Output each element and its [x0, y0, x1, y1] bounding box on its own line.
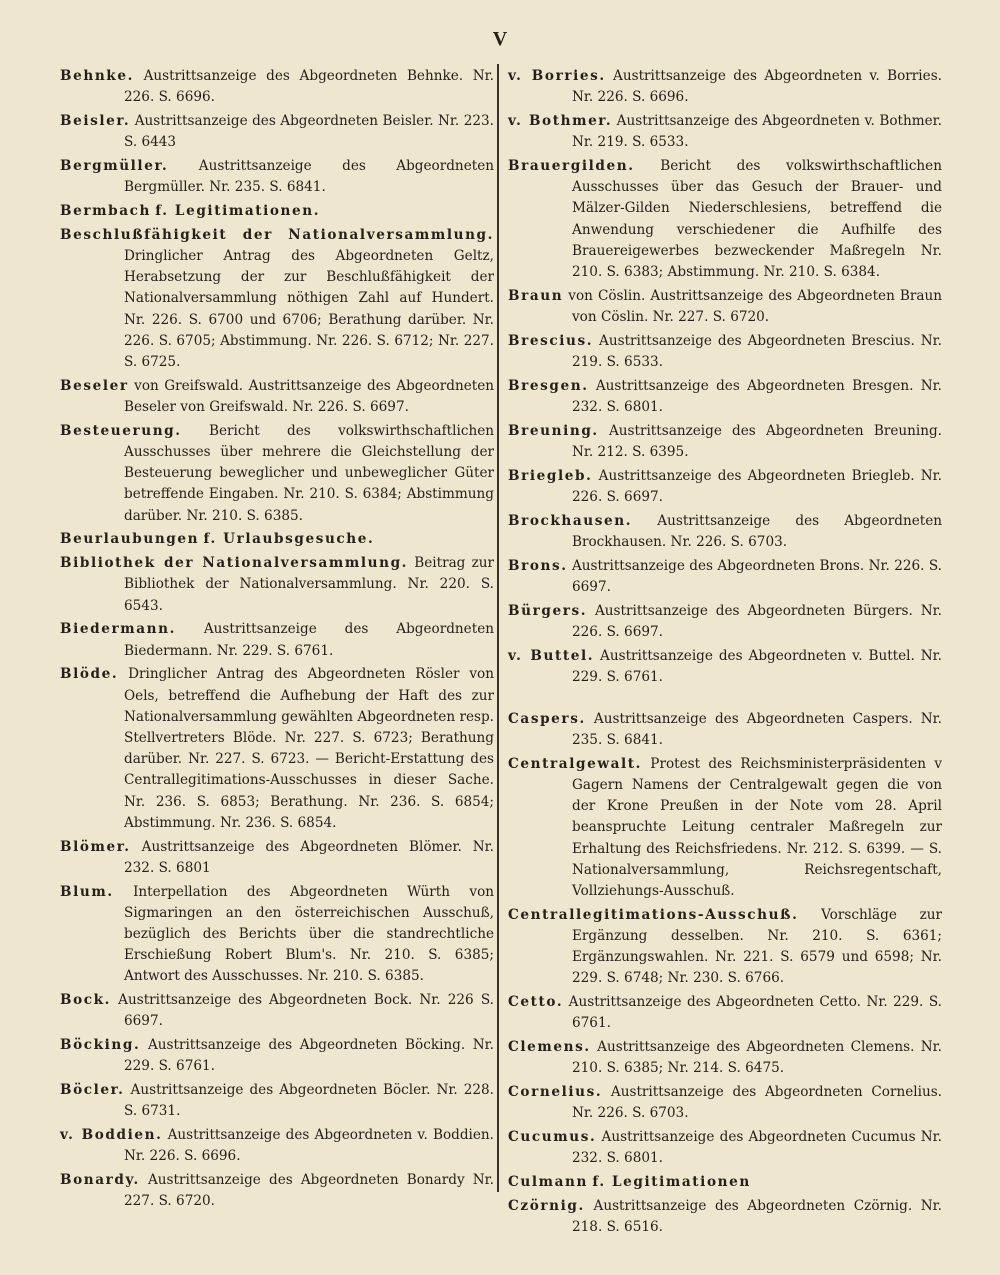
entry-headword: Bürgers.	[508, 602, 588, 619]
entry-headword: Blömer.	[60, 838, 131, 855]
entry-headword: Blöde.	[60, 666, 119, 683]
entry-headword: Brons.	[508, 557, 568, 574]
entry-headword: Besteuerung.	[60, 422, 182, 439]
entry-text: Dringlicher Antrag des Abgeordneten Geltz, Herabsetzung der zur Beschlußfähigkeit der Nationalversammlung nöthigen Zahl auf Hundert. Nr. 226. S. 6700 und 6706; Berathung darüber. Nr. 226. S. 6705; Abstimmung. Nr. 226. S. 6712; Nr. 227. S. 6725.	[124, 248, 494, 371]
entry-headword: Böcler.	[60, 1082, 125, 1099]
entry-headword: Blum.	[60, 883, 114, 900]
letter-section-gap	[508, 691, 942, 709]
entry-headword: Clemens.	[508, 1039, 591, 1056]
index-entry	[508, 66, 942, 108]
entry-text: Austrittsanzeige des Abgeordneten Bergmüller. Nr. 235. S. 6841.	[124, 158, 494, 196]
index-entry	[508, 754, 942, 902]
entry-text: Austrittsanzeige des Abgeordneten Caspers. Nr. 235. S. 6841.	[572, 710, 942, 749]
index-entry	[60, 156, 494, 198]
index-entry	[60, 619, 494, 661]
entry-headword: Beseler	[60, 377, 129, 394]
entry-text: Austrittsanzeige des Abgeordneten v. Bothmer. Nr. 219. S. 6533.	[572, 113, 943, 151]
index-entry	[60, 111, 494, 153]
entry-headword: Czörnig.	[508, 1198, 585, 1215]
entry-text: Vorschläge zur Ergänzung desselben. Nr. 210. S. 6361; Ergänzungswahlen. Nr. 221. S. 6579 und 6598; Nr. 229. S. 6748; Nr. 230. S. 6766.	[572, 906, 942, 987]
index-entry	[60, 837, 494, 879]
index-entry	[508, 421, 942, 463]
index-entry	[508, 466, 942, 508]
index-entry	[508, 1082, 942, 1124]
entry-headword: Breuning.	[508, 422, 599, 439]
entry-text: Austrittsanzeige des Abgeordneten v. Borries. Nr. 226. S. 6696.	[572, 68, 942, 106]
index-entry	[508, 376, 942, 418]
entry-text: Protest des Reichsministerpräsidenten v Gagern Namens der Centralgewalt gegen die von der Krone Preußen in der Note vom 28. April beanspruchte Leitung centraler Maßregeln zur Erhaltung des Reichsfriedens. Nr. 212. S. 6399. — S. Nationalversammlung, Reichsregentschaft, Vollziehungs-Ausschuß.	[572, 755, 942, 900]
entry-headword: Bermbach	[60, 203, 151, 219]
entry-text: Austrittsanzeige des Abgeordneten Cucumus Nr. 232. S. 6801.	[572, 1129, 942, 1167]
index-entry	[508, 1196, 942, 1238]
entry-text: Bericht des volkswirthschaftlichen Ausschusses über mehrere die Gleichstellung der Besteuerung beweglicher und unbeweglicher Güter betreffende Eingaben. Nr. 210. S. 6384; Abstimmung darüber. Nr. 210. S. 6385.	[124, 422, 494, 524]
index-entry	[60, 201, 494, 222]
index-entry	[60, 990, 494, 1032]
index-entry	[508, 646, 942, 688]
index-entry	[508, 905, 942, 990]
index-entry	[508, 156, 942, 283]
index-entry	[508, 111, 942, 153]
index-entry	[60, 1125, 494, 1167]
entry-text: Austrittsanzeige des Abgeordneten Blömer. Nr. 232. S. 6801	[124, 838, 495, 876]
entry-headword: Brescius.	[508, 332, 594, 349]
entry-headword: v. Bothmer.	[508, 113, 613, 129]
entry-headword: Beschlußfähigkeit der Nationalversammlung.	[60, 226, 494, 243]
entry-text: Austrittsanzeige des Abgeordneten Bresgen. Nr. 232. S. 6801.	[572, 377, 942, 416]
entry-text: Austrittsanzeige des Abgeordneten Bock. Nr. 226 S. 6697.	[118, 992, 494, 1030]
index-entry	[60, 225, 494, 373]
entry-headword: Bonardy.	[60, 1172, 140, 1189]
index-entry	[508, 601, 942, 643]
entry-headword: Biedermann.	[60, 621, 176, 638]
entry-text: Interpellation des Abgeordneten Würth von Sigmaringen an den österreichischen Ausschuß, bezüglich des Berichts über die standrechtliche Erschießung Robert Blum's. Nr. 210. S. 6385; Antwort des Ausschusses. Nr. 210. S. 6385.	[124, 883, 495, 985]
entry-text: f. Urlaubsgesuche.	[203, 531, 375, 548]
entry-text: Austrittsanzeige des Abgeordneten Behnke. Nr. 226. S. 6696.	[124, 68, 494, 106]
entry-headword: v. Boddien.	[60, 1127, 163, 1144]
entry-headword: v. Buttel.	[508, 647, 595, 664]
entry-headword: Culmann	[508, 1174, 589, 1191]
entry-text: Austrittsanzeige des Abgeordneten Biedermann. Nr. 229. S. 6761.	[124, 621, 494, 659]
index-entry	[60, 553, 494, 617]
index-entry	[508, 511, 942, 553]
index-entry	[508, 331, 942, 373]
right-column	[508, 66, 942, 1241]
index-entry	[508, 1172, 942, 1193]
entry-text: von Greifswald. Austrittsanzeige des Abgeordneten Beseler von Greifswald. Nr. 226. S. 6697.	[124, 377, 495, 416]
entry-text: Bericht des volkswirthschaftlichen Ausschusses über das Gesuch der Brauer- und Mälzer-Gilden Niederschlesiens, betreffend die Anwendung verschiedener die Aufhilfe des Brauereigewerbes bezweckender Maßregeln Nr. 210. S. 6383; Abstimmung. Nr. 210. S. 6384.	[572, 158, 942, 281]
entry-headword: Briegleb.	[508, 467, 593, 484]
entry-text: Austrittsanzeige des Abgeordneten Brons. Nr. 226. S. 6697.	[571, 557, 942, 596]
entry-text: Austrittsanzeige des Abgeordneten Breuning. Nr. 212. S. 6395.	[572, 422, 943, 461]
entry-headword: Cucumus.	[508, 1129, 597, 1146]
index-entry	[508, 286, 942, 328]
left-column	[60, 66, 494, 1215]
index-entry	[60, 882, 494, 988]
index-entry	[60, 376, 494, 418]
entry-text: Austrittsanzeige des Abgeordneten Böcler. Nr. 228. S. 6731.	[124, 1082, 494, 1120]
entry-headword: Brockhausen.	[508, 512, 633, 529]
entry-text: Austrittsanzeige des Abgeordneten Bonardy Nr. 227. S. 6720.	[124, 1172, 494, 1210]
index-entry	[508, 1127, 942, 1169]
entry-headword: Beisler.	[60, 113, 131, 129]
entry-headword: Cornelius.	[508, 1084, 603, 1101]
index-entry	[508, 556, 942, 598]
entry-text: Austrittsanzeige des Abgeordneten Clemens. Nr. 210. S. 6385; Nr. 214. S. 6475.	[572, 1039, 942, 1077]
entry-text: Austrittsanzeige des Abgeordneten Beisler. Nr. 223. S. 6443	[124, 113, 494, 151]
entry-text: Beitrag zur Bibliothek der Nationalversammlung. Nr. 220. S. 6543.	[124, 555, 494, 614]
index-entry	[508, 1037, 942, 1079]
entry-headword: Brauergilden.	[508, 158, 635, 174]
entry-text: f. Legitimationen.	[155, 203, 321, 219]
entry-headword: Centralgewalt.	[508, 755, 643, 772]
entry-headword: Cetto.	[508, 994, 564, 1011]
entry-text: Austrittsanzeige des Abgeordneten v. Buttel. Nr. 229. S. 6761.	[572, 647, 942, 686]
entry-text: Austrittsanzeige des Abgeordneten Böcking. Nr. 229. S. 6761.	[124, 1037, 494, 1075]
entry-headword: Bock.	[60, 992, 111, 1009]
index-entry	[60, 664, 494, 834]
index-entry	[60, 421, 494, 527]
entry-text: Austrittsanzeige des Abgeordneten Bürgers. Nr. 226. S. 6697.	[572, 602, 942, 641]
entry-headword: Caspers.	[508, 710, 586, 727]
column-divider	[497, 64, 499, 1192]
index-entry	[60, 529, 494, 550]
entry-headword: Braun	[508, 287, 564, 304]
entry-text: Austrittsanzeige des Abgeordneten Briegleb. Nr. 226. S. 6697.	[572, 467, 942, 506]
index-entry	[508, 992, 942, 1034]
entry-text: Austrittsanzeige des Abgeordneten Cetto. Nr. 229. S. 6761.	[568, 994, 942, 1032]
entry-headword: Beurlaubungen	[60, 531, 200, 548]
entry-text: f. Legitimationen	[592, 1174, 751, 1191]
entry-text: Austrittsanzeige des Abgeordneten Czörnig. Nr. 218. S. 6516.	[572, 1198, 942, 1236]
entry-text: Austrittsanzeige des Abgeordneten Cornelius. Nr. 226. S. 6703.	[572, 1084, 943, 1122]
entry-headword: Bergmüller.	[60, 158, 169, 174]
entry-headword: Böcking.	[60, 1037, 141, 1054]
entry-headword: Behnke.	[60, 68, 134, 84]
index-entry	[508, 709, 942, 751]
entry-headword: Bresgen.	[508, 377, 589, 394]
index-entry	[60, 1170, 494, 1212]
entry-text: Austrittsanzeige des Abgeordneten Brescius. Nr. 219. S. 6533.	[572, 332, 942, 371]
index-entry	[60, 1035, 494, 1077]
index-entry	[60, 1080, 494, 1122]
entry-text: von Cöslin. Austrittsanzeige des Abgeordneten Braun von Cöslin. Nr. 227. S. 6720.	[568, 287, 942, 326]
entry-text: Austrittsanzeige des Abgeordneten v. Boddien. Nr. 226. S. 6696.	[124, 1127, 494, 1165]
entry-text: Dringlicher Antrag des Abgeordneten Rösler von Oels, betreffend die Aufhebung der Haft des zur Nationalversammlung gewählten Abgeordneten resp. Stellvertreters Blöde. Nr. 227. S. 6723; Berathung darüber. Nr. 227. S. 6723. — Bericht-Erstattung des Centrallegitimations-Ausschusses in dieser Sache. Nr. 236. S. 6853; Berathung. Nr. 236. S. 6854; Abstimmung. Nr. 236. S. 6854.	[124, 666, 495, 831]
page-number: V	[492, 28, 508, 50]
entry-headword: v. Borries.	[508, 68, 606, 84]
index-entry	[60, 66, 494, 108]
entry-headword: Bibliothek der Nationalversammlung.	[60, 555, 409, 572]
entry-headword: Centrallegitimations-Ausschuß.	[508, 906, 799, 923]
entry-text: Austrittsanzeige des Abgeordneten Brockhausen. Nr. 226. S. 6703.	[572, 512, 943, 551]
